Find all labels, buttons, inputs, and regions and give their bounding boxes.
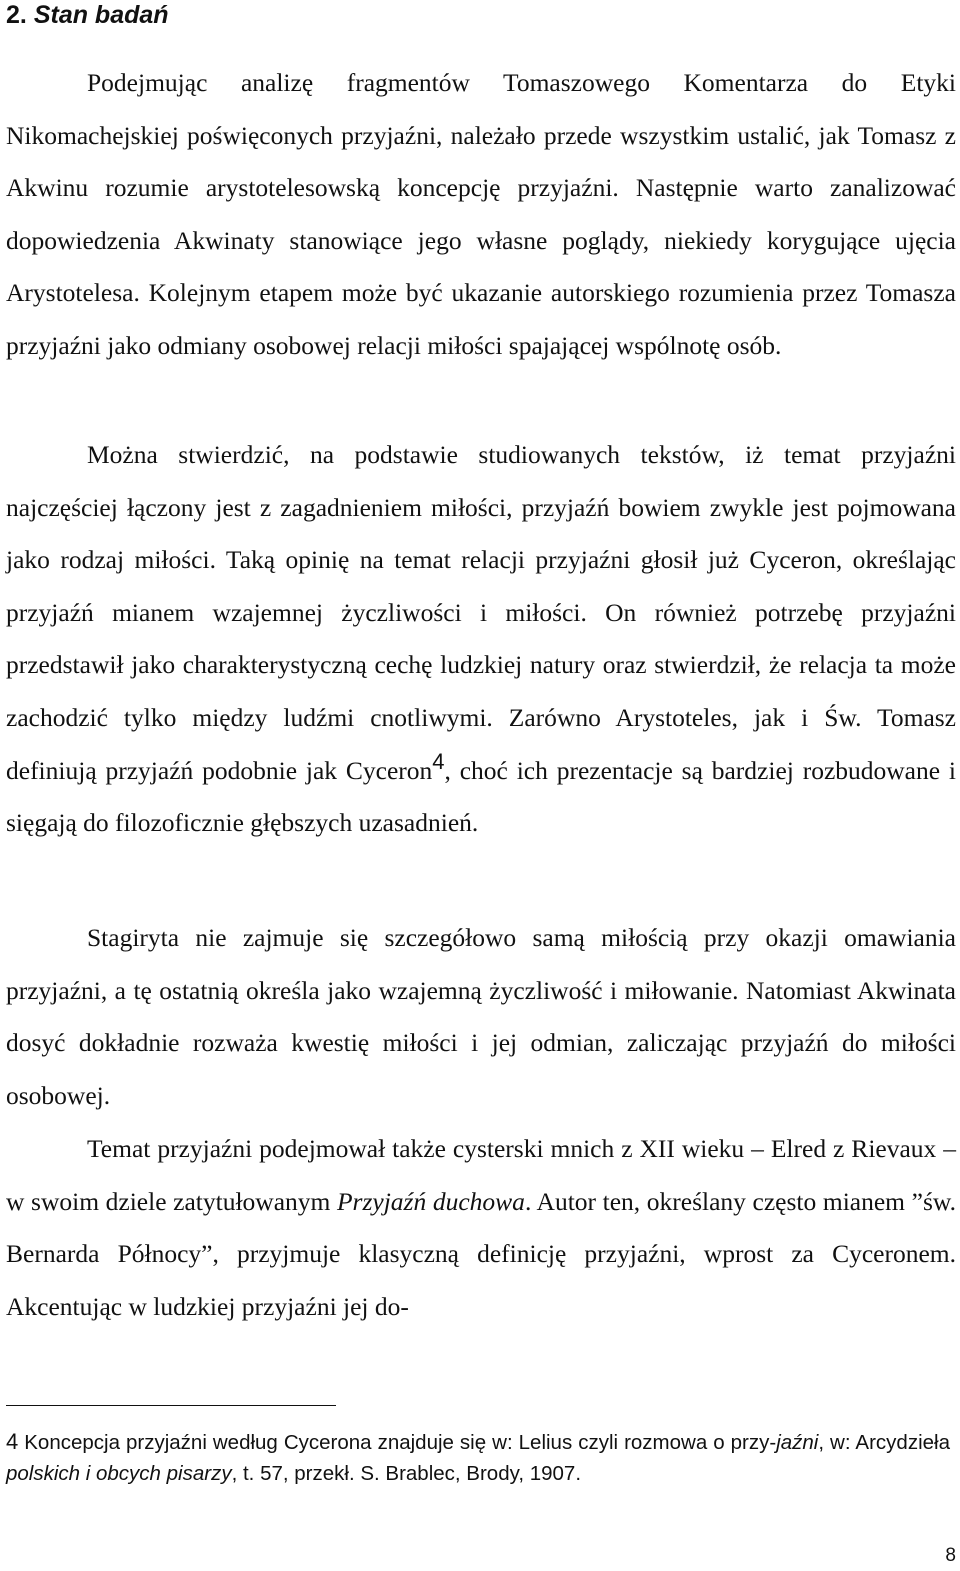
footnote-text-middle: , w: Arcydzieła: [818, 1431, 950, 1454]
section-title: Stan badań: [33, 1, 169, 29]
paragraph-4-text-end: . Autor ten, określany często mianem ”św. Bernarda Północy”, przyjmuje klasyczną definicję przyjaźni, wprost za Cyceronem. Akcentując w ludzkiej przyjaźni jej do-: [6, 1186, 956, 1321]
footnote-separator: [6, 1405, 336, 1406]
paragraph-3: [6, 912, 956, 1122]
footnote-text-end: , t. 57, przekł. S. Brablec, Brody, 1907.: [231, 1462, 582, 1485]
paragraph-4-text-start: Temat przyjaźni podejmował także cysterski mnich z XII wieku – Elred z Rievaux – w swoim dziele zatytułowanym: [6, 1134, 956, 1216]
footnote-italic-2: polskich i obcych pisarzy: [6, 1462, 232, 1485]
footnote-text-start: Koncepcja przyjaźni według Cycerona znajduje się w: Lelius czyli rozmowa o przy-: [18, 1431, 777, 1454]
paragraph-4: [6, 1123, 956, 1333]
section-heading: [6, 0, 169, 30]
footnote-italic-1: jaźni: [776, 1431, 819, 1454]
paragraph-2-text-end: , choć ich prezentacje są bardziej rozbudowane i sięgają do filozoficznie głębszych uzasadnień.: [6, 755, 956, 838]
paragraph-1: [6, 57, 956, 373]
section-number: 2.: [6, 1, 27, 29]
footnote-mark: 4: [6, 1429, 19, 1454]
footnote-reference[interactable]: 4: [432, 748, 445, 774]
footnote: [6, 1426, 950, 1489]
paragraph-2-text-start: Można stwierdzić, na podstawie studiowanych tekstów, iż temat przyjaźni najczęściej łączony jest z zagadnieniem miłości, przyjaźń bowiem zwykle jest pojmowana jako rodzaj miłości. Taką opinię na temat relacji przyjaźni głosił już Cyceron, określając przyjaźń mianem wzajemnej życzliwości i miłości. On również potrzebę przyjaźni przedstawił jako charakterystyczną cechę ludzkiej natury oraz stwierdził, że relacja ta może zachodzić tylko między ludźmi cnotliwymi. Zarówno Arystoteles, jak i Św. Tomasz definiują przyjaźń podobnie jak Cyceron: [6, 440, 956, 785]
paragraph-3-text: Stagiryta nie zajmuje się szczegółowo samą miłością przy okazji omawiania przyjaźni, a tę ostatnią określa jako wzajemną życzliwość i miłowanie. Natomiast Akwinata dosyć dokładnie rozważa kwestię miłości i jej odmian, zaliczając przyjaźń do miłości osobowej.: [6, 923, 956, 1110]
page-number: 8: [945, 1545, 956, 1566]
work-title: Przyjaźń duchowa: [336, 1186, 525, 1216]
paragraph-2: [6, 429, 956, 850]
paragraph-1-text: Podejmując analizę fragmentów Tomaszowego Komentarza do Etyki Nikomachejskiej poświęconych przyjaźni, należało przede wszystkim ustalić, jak Tomasz z Akwinu rozumie arystotelesowską koncepcję przyjaźni. Następnie warto zanalizować dopowiedzenia Akwinaty stanowiące jego własne poglądy, niekiedy korygujące ujęcia Arystotelesa. Kolejnym etapem może być ukazanie autorskiego rozumienia przez Tomasza przyjaźni jako odmiany osobowej relacji miłości spajającej wspólnotę osób.: [6, 68, 956, 360]
